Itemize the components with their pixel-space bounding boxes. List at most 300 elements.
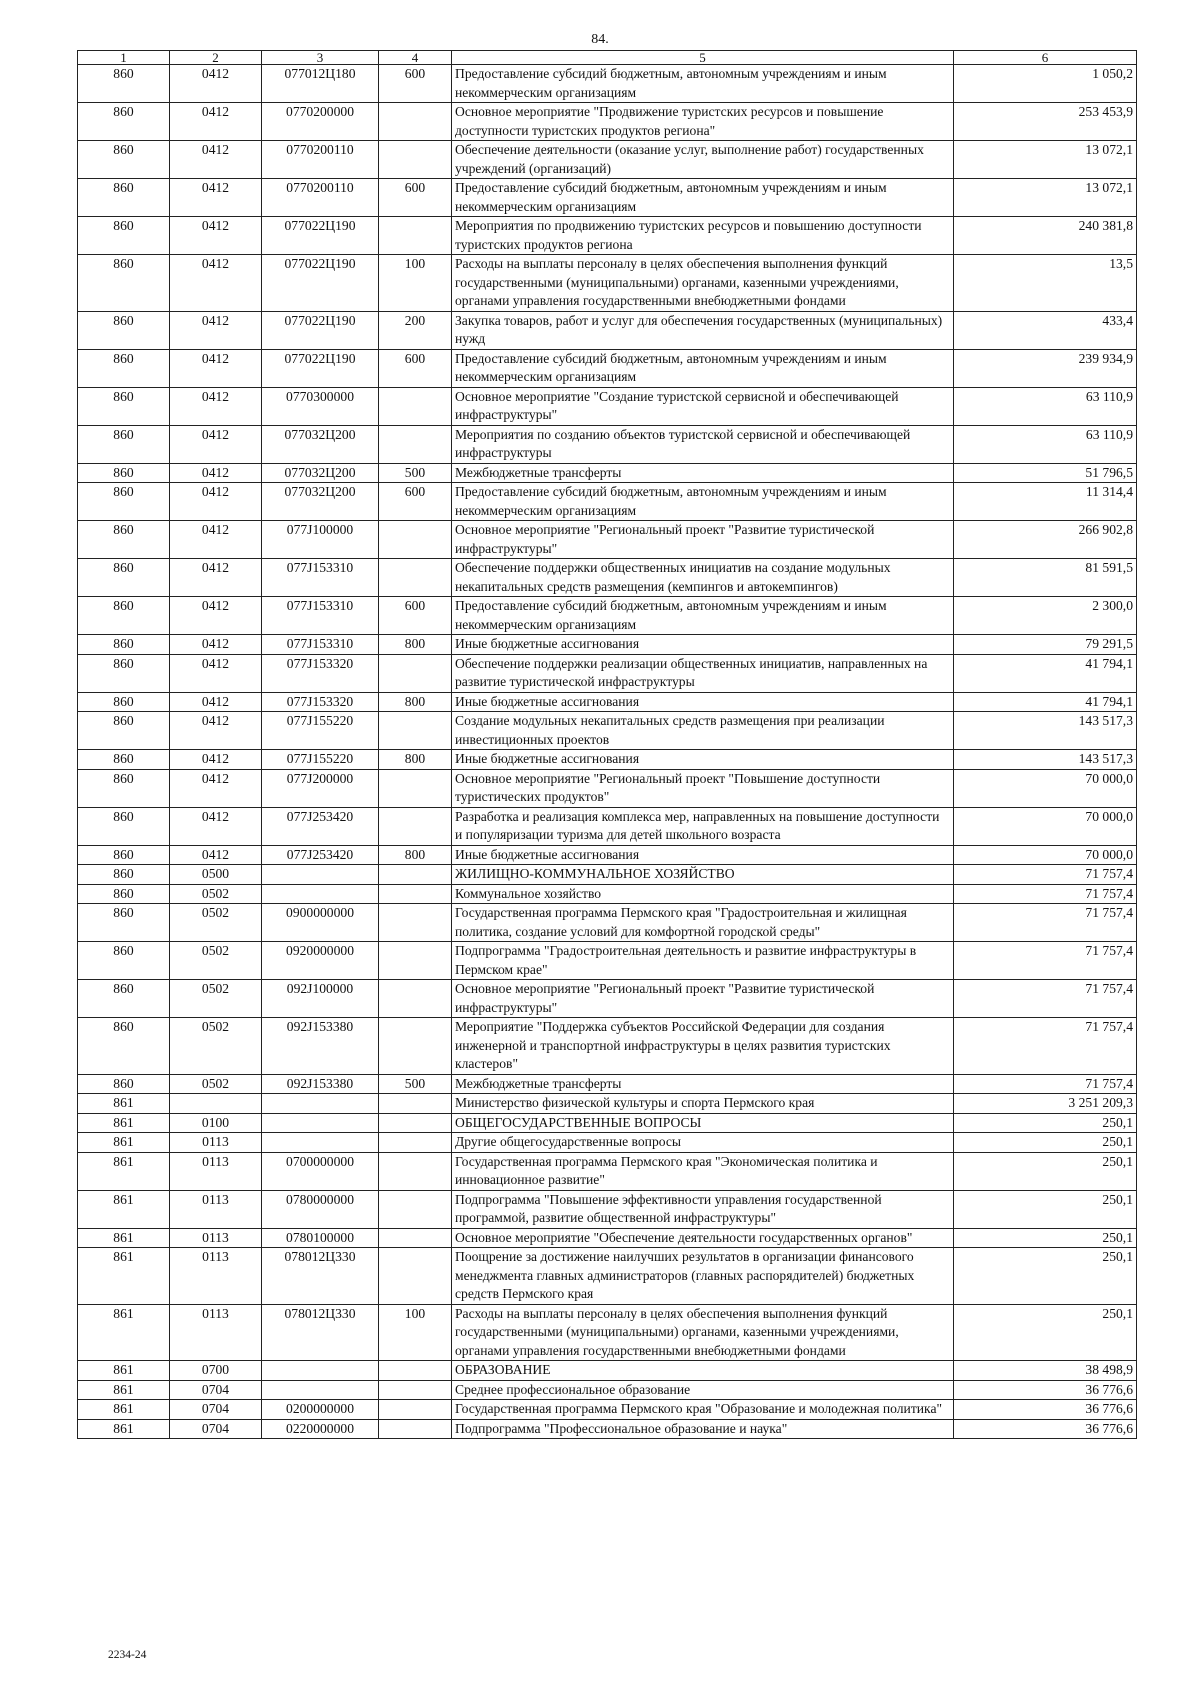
admin-code-cell: 860 — [78, 1018, 170, 1075]
expense-type-cell — [379, 387, 452, 425]
admin-code-cell: 860 — [78, 884, 170, 904]
table-row — [78, 769, 1137, 807]
admin-code-cell: 861 — [78, 1361, 170, 1381]
target-article-cell: 077J253420 — [262, 845, 379, 865]
table-row — [78, 1094, 1137, 1114]
description-cell: ЖИЛИЩНО-КОММУНАЛЬНОЕ ХОЗЯЙСТВО — [452, 865, 954, 885]
section-code-cell: 0500 — [170, 865, 262, 885]
amount-cell: 13 072,1 — [954, 179, 1137, 217]
table-row — [78, 483, 1137, 521]
table-row — [78, 349, 1137, 387]
expense-type-cell — [379, 654, 452, 692]
amount-cell: 240 381,8 — [954, 217, 1137, 255]
amount-cell: 433,4 — [954, 311, 1137, 349]
table-row — [78, 463, 1137, 483]
description-cell: Основное мероприятие "Создание туристской сервисной и обеспечивающей инфраструктуры" — [452, 387, 954, 425]
target-article-cell: 077012Ц180 — [262, 65, 379, 103]
expense-type-cell — [379, 1419, 452, 1439]
expense-type-cell — [379, 980, 452, 1018]
table-row — [78, 1248, 1137, 1305]
footer-code: 2234-24 — [108, 1649, 147, 1661]
target-article-cell: 0780100000 — [262, 1228, 379, 1248]
table-row — [78, 654, 1137, 692]
admin-code-cell: 860 — [78, 255, 170, 312]
admin-code-cell: 860 — [78, 750, 170, 770]
description-cell: Иные бюджетные ассигнования — [452, 635, 954, 655]
amount-cell: 239 934,9 — [954, 349, 1137, 387]
section-code-cell: 0700 — [170, 1361, 262, 1381]
table-row — [78, 559, 1137, 597]
amount-cell: 36 776,6 — [954, 1400, 1137, 1420]
amount-cell: 71 757,4 — [954, 1018, 1137, 1075]
target-article-cell — [262, 1133, 379, 1153]
table-row — [78, 255, 1137, 312]
description-cell: Среднее профессиональное образование — [452, 1380, 954, 1400]
amount-cell: 11 314,4 — [954, 483, 1137, 521]
description-cell: Основное мероприятие "Продвижение туристских ресурсов и повышение доступности туристских продуктов региона" — [452, 103, 954, 141]
section-code-cell: 0412 — [170, 179, 262, 217]
section-code-cell: 0412 — [170, 692, 262, 712]
expense-type-cell: 600 — [379, 483, 452, 521]
description-cell: Подпрограмма "Градостроительная деятельность и развитие инфраструктуры в Пермском крае" — [452, 942, 954, 980]
table-row — [78, 845, 1137, 865]
admin-code-cell: 860 — [78, 712, 170, 750]
table-body — [78, 65, 1137, 1439]
section-code-cell: 0412 — [170, 483, 262, 521]
section-code-cell: 0113 — [170, 1228, 262, 1248]
target-article-cell: 077J155220 — [262, 712, 379, 750]
expense-type-cell: 500 — [379, 1074, 452, 1094]
target-article-cell: 077032Ц200 — [262, 483, 379, 521]
expense-type-cell — [379, 904, 452, 942]
target-article-cell: 0700000000 — [262, 1152, 379, 1190]
expense-type-cell: 600 — [379, 597, 452, 635]
section-code-cell: 0704 — [170, 1380, 262, 1400]
description-cell: Государственная программа Пермского края "Экономическая политика и инновационное развитие" — [452, 1152, 954, 1190]
target-article-cell: 0200000000 — [262, 1400, 379, 1420]
target-article-cell: 078012Ц330 — [262, 1304, 379, 1361]
table-row — [78, 692, 1137, 712]
admin-code-cell: 860 — [78, 311, 170, 349]
admin-code-cell: 860 — [78, 807, 170, 845]
section-code-cell: 0412 — [170, 712, 262, 750]
amount-cell: 71 757,4 — [954, 884, 1137, 904]
amount-cell: 38 498,9 — [954, 1361, 1137, 1381]
header-col-5: 5 — [452, 51, 954, 65]
table-row — [78, 1152, 1137, 1190]
expense-type-cell — [379, 865, 452, 885]
expense-type-cell — [379, 521, 452, 559]
amount-cell: 81 591,5 — [954, 559, 1137, 597]
amount-cell: 250,1 — [954, 1152, 1137, 1190]
admin-code-cell: 861 — [78, 1133, 170, 1153]
section-code-cell: 0502 — [170, 884, 262, 904]
target-article-cell: 078012Ц330 — [262, 1248, 379, 1305]
expense-type-cell — [379, 1380, 452, 1400]
admin-code-cell: 860 — [78, 463, 170, 483]
header-col-1: 1 — [78, 51, 170, 65]
table-row — [78, 425, 1137, 463]
target-article-cell: 0920000000 — [262, 942, 379, 980]
target-article-cell: 0770200000 — [262, 103, 379, 141]
description-cell: Предоставление субсидий бюджетным, автономным учреждениям и иным некоммерческим организациям — [452, 597, 954, 635]
description-cell: Основное мероприятие "Региональный проект "Развитие туристической инфраструктуры" — [452, 980, 954, 1018]
section-code-cell: 0412 — [170, 750, 262, 770]
amount-cell: 253 453,9 — [954, 103, 1137, 141]
amount-cell: 71 757,4 — [954, 904, 1137, 942]
section-code-cell: 0502 — [170, 980, 262, 1018]
admin-code-cell: 861 — [78, 1380, 170, 1400]
expense-type-cell — [379, 1400, 452, 1420]
admin-code-cell: 860 — [78, 65, 170, 103]
admin-code-cell: 861 — [78, 1419, 170, 1439]
admin-code-cell: 861 — [78, 1190, 170, 1228]
amount-cell: 36 776,6 — [954, 1380, 1137, 1400]
admin-code-cell: 860 — [78, 654, 170, 692]
target-article-cell — [262, 884, 379, 904]
table-row — [78, 179, 1137, 217]
section-code-cell: 0412 — [170, 635, 262, 655]
expense-type-cell — [379, 769, 452, 807]
section-code-cell: 0502 — [170, 942, 262, 980]
target-article-cell: 077032Ц200 — [262, 463, 379, 483]
amount-cell: 13,5 — [954, 255, 1137, 312]
expense-type-cell — [379, 103, 452, 141]
amount-cell: 70 000,0 — [954, 769, 1137, 807]
description-cell: Подпрограмма "Повышение эффективности управления государственной программой, развитие общественной инфраструктуры" — [452, 1190, 954, 1228]
target-article-cell: 092J153380 — [262, 1018, 379, 1075]
description-cell: Предоставление субсидий бюджетным, автономным учреждениям и иным некоммерческим организациям — [452, 483, 954, 521]
target-article-cell: 077022Ц190 — [262, 311, 379, 349]
table-row — [78, 750, 1137, 770]
page-number: 84. — [591, 32, 609, 47]
description-cell: Иные бюджетные ассигнования — [452, 692, 954, 712]
admin-code-cell: 861 — [78, 1248, 170, 1305]
table-row — [78, 1018, 1137, 1075]
table-row — [78, 635, 1137, 655]
table-row — [78, 1380, 1137, 1400]
admin-code-cell: 860 — [78, 980, 170, 1018]
description-cell: Предоставление субсидий бюджетным, автономным учреждениям и иным некоммерческим организациям — [452, 179, 954, 217]
table-row — [78, 103, 1137, 141]
admin-code-cell: 860 — [78, 1074, 170, 1094]
table-row — [78, 141, 1137, 179]
admin-code-cell: 860 — [78, 559, 170, 597]
expense-type-cell — [379, 1190, 452, 1228]
amount-cell: 250,1 — [954, 1113, 1137, 1133]
header-row — [78, 51, 1137, 65]
table-row — [78, 1400, 1137, 1420]
expense-type-cell — [379, 425, 452, 463]
description-cell: Основное мероприятие "Обеспечение деятельности государственных органов" — [452, 1228, 954, 1248]
expense-type-cell — [379, 942, 452, 980]
expense-type-cell — [379, 1361, 452, 1381]
section-code-cell: 0412 — [170, 463, 262, 483]
amount-cell: 41 794,1 — [954, 692, 1137, 712]
expense-type-cell — [379, 141, 452, 179]
target-article-cell: 077J253420 — [262, 807, 379, 845]
description-cell: Поощрение за достижение наилучших результатов в организации финансового менеджмента главных администраторов (главных распорядителей) бюджетных средств Пермского края — [452, 1248, 954, 1305]
description-cell: ОБЩЕГОСУДАРСТВЕННЫЕ ВОПРОСЫ — [452, 1113, 954, 1133]
table-row — [78, 865, 1137, 885]
target-article-cell: 092J153380 — [262, 1074, 379, 1094]
admin-code-cell: 860 — [78, 865, 170, 885]
expense-type-cell: 200 — [379, 311, 452, 349]
section-code-cell: 0113 — [170, 1304, 262, 1361]
section-code-cell: 0412 — [170, 425, 262, 463]
description-cell: Расходы на выплаты персоналу в целях обеспечения выполнения функций государственными (муниципальными) органами, казенными учреждениями, органами управления государственными внебюджетными фондами — [452, 1304, 954, 1361]
description-cell: Иные бюджетные ассигнования — [452, 845, 954, 865]
amount-cell: 71 757,4 — [954, 1074, 1137, 1094]
description-cell: Создание модульных некапитальных средств размещения при реализации инвестиционных проектов — [452, 712, 954, 750]
section-code-cell: 0412 — [170, 597, 262, 635]
description-cell: Мероприятия по продвижению туристских ресурсов и повышению доступности туристских продуктов региона — [452, 217, 954, 255]
table-row — [78, 1228, 1137, 1248]
section-code-cell: 0412 — [170, 387, 262, 425]
table-header — [78, 51, 1137, 65]
amount-cell: 79 291,5 — [954, 635, 1137, 655]
section-code-cell: 0412 — [170, 311, 262, 349]
amount-cell: 2 300,0 — [954, 597, 1137, 635]
description-cell: Мероприятия по созданию объектов туристской сервисной и обеспечивающей инфраструктуры — [452, 425, 954, 463]
description-cell: Межбюджетные трансферты — [452, 1074, 954, 1094]
expense-type-cell: 800 — [379, 750, 452, 770]
section-code-cell: 0412 — [170, 654, 262, 692]
admin-code-cell: 861 — [78, 1228, 170, 1248]
section-code-cell: 0704 — [170, 1419, 262, 1439]
target-article-cell — [262, 865, 379, 885]
description-cell: Межбюджетные трансферты — [452, 463, 954, 483]
amount-cell: 71 757,4 — [954, 980, 1137, 1018]
section-code-cell: 0412 — [170, 141, 262, 179]
expense-type-cell: 600 — [379, 179, 452, 217]
section-code-cell: 0113 — [170, 1152, 262, 1190]
table-row — [78, 884, 1137, 904]
expense-type-cell — [379, 1018, 452, 1075]
section-code-cell: 0704 — [170, 1400, 262, 1420]
description-cell: Обеспечение деятельности (оказание услуг, выполнение работ) государственных учреждений (организаций) — [452, 141, 954, 179]
expense-type-cell — [379, 1094, 452, 1114]
target-article-cell: 0770200110 — [262, 179, 379, 217]
target-article-cell: 0770200110 — [262, 141, 379, 179]
target-article-cell — [262, 1113, 379, 1133]
target-article-cell: 0900000000 — [262, 904, 379, 942]
table-row — [78, 904, 1137, 942]
amount-cell: 250,1 — [954, 1228, 1137, 1248]
table-row — [78, 65, 1137, 103]
amount-cell: 70 000,0 — [954, 845, 1137, 865]
section-code-cell: 0100 — [170, 1113, 262, 1133]
target-article-cell — [262, 1380, 379, 1400]
admin-code-cell: 860 — [78, 845, 170, 865]
description-cell: Иные бюджетные ассигнования — [452, 750, 954, 770]
admin-code-cell: 860 — [78, 521, 170, 559]
table-row — [78, 597, 1137, 635]
admin-code-cell: 861 — [78, 1152, 170, 1190]
admin-code-cell: 860 — [78, 942, 170, 980]
description-cell: Разработка и реализация комплекса мер, направленных на повышение доступности и популяризации туризма для детей школьного возраста — [452, 807, 954, 845]
expense-type-cell: 500 — [379, 463, 452, 483]
admin-code-cell: 860 — [78, 217, 170, 255]
admin-code-cell: 860 — [78, 103, 170, 141]
target-article-cell: 077J153310 — [262, 597, 379, 635]
description-cell: Обеспечение поддержки общественных инициатив на создание модульных некапитальных средств размещения (кемпингов и автокемпингов) — [452, 559, 954, 597]
table-row — [78, 1113, 1137, 1133]
expense-type-cell: 600 — [379, 65, 452, 103]
target-article-cell: 077J153320 — [262, 692, 379, 712]
admin-code-cell: 860 — [78, 597, 170, 635]
header-col-4: 4 — [379, 51, 452, 65]
admin-code-cell: 860 — [78, 904, 170, 942]
table-row — [78, 1419, 1137, 1439]
section-code-cell: 0412 — [170, 103, 262, 141]
expense-type-cell: 100 — [379, 1304, 452, 1361]
amount-cell: 70 000,0 — [954, 807, 1137, 845]
table-row — [78, 311, 1137, 349]
amount-cell: 250,1 — [954, 1133, 1137, 1153]
amount-cell: 1 050,2 — [954, 65, 1137, 103]
target-article-cell — [262, 1361, 379, 1381]
amount-cell: 3 251 209,3 — [954, 1094, 1137, 1114]
expense-type-cell — [379, 1113, 452, 1133]
amount-cell: 250,1 — [954, 1190, 1137, 1228]
amount-cell: 143 517,3 — [954, 712, 1137, 750]
expense-type-cell: 800 — [379, 635, 452, 655]
section-code-cell — [170, 1094, 262, 1114]
expense-type-cell — [379, 712, 452, 750]
amount-cell: 250,1 — [954, 1304, 1137, 1361]
header-col-6: 6 — [954, 51, 1137, 65]
description-cell: Предоставление субсидий бюджетным, автономным учреждениям и иным некоммерческим организациям — [452, 349, 954, 387]
description-cell: Коммунальное хозяйство — [452, 884, 954, 904]
admin-code-cell: 861 — [78, 1304, 170, 1361]
table-row — [78, 942, 1137, 980]
expense-type-cell: 800 — [379, 845, 452, 865]
target-article-cell: 077J153310 — [262, 559, 379, 597]
admin-code-cell: 860 — [78, 483, 170, 521]
description-cell: Обеспечение поддержки реализации общественных инициатив, направленных на развитие туристической инфраструктуры — [452, 654, 954, 692]
admin-code-cell: 860 — [78, 692, 170, 712]
target-article-cell: 077022Ц190 — [262, 255, 379, 312]
description-cell: Предоставление субсидий бюджетным, автономным учреждениям и иным некоммерческим организациям — [452, 65, 954, 103]
table-row — [78, 217, 1137, 255]
description-cell: Государственная программа Пермского края "Образование и молодежная политика" — [452, 1400, 954, 1420]
description-cell: Основное мероприятие "Региональный проект "Развитие туристической инфраструктуры" — [452, 521, 954, 559]
expense-type-cell — [379, 1248, 452, 1305]
description-cell: Министерство физической культуры и спорта Пермского края — [452, 1094, 954, 1114]
target-article-cell: 077J200000 — [262, 769, 379, 807]
expense-type-cell: 800 — [379, 692, 452, 712]
section-code-cell: 0412 — [170, 521, 262, 559]
section-code-cell: 0412 — [170, 65, 262, 103]
section-code-cell: 0502 — [170, 1018, 262, 1075]
amount-cell: 71 757,4 — [954, 865, 1137, 885]
description-cell: Подпрограмма "Профессиональное образование и наука" — [452, 1419, 954, 1439]
expense-type-cell — [379, 1228, 452, 1248]
target-article-cell: 077J153320 — [262, 654, 379, 692]
target-article-cell: 0780000000 — [262, 1190, 379, 1228]
admin-code-cell: 861 — [78, 1400, 170, 1420]
admin-code-cell: 860 — [78, 425, 170, 463]
target-article-cell: 077J155220 — [262, 750, 379, 770]
target-article-cell: 077032Ц200 — [262, 425, 379, 463]
target-article-cell — [262, 1094, 379, 1114]
admin-code-cell: 860 — [78, 387, 170, 425]
section-code-cell: 0113 — [170, 1248, 262, 1305]
description-cell: Мероприятие "Поддержка субъектов Российской Федерации для создания инженерной и транспортной инфраструктуры в целях развития туристских кластеров" — [452, 1018, 954, 1075]
table-row — [78, 1133, 1137, 1153]
target-article-cell: 0220000000 — [262, 1419, 379, 1439]
section-code-cell: 0412 — [170, 769, 262, 807]
expense-type-cell — [379, 559, 452, 597]
section-code-cell: 0412 — [170, 559, 262, 597]
amount-cell: 63 110,9 — [954, 387, 1137, 425]
description-cell: Закупка товаров, работ и услуг для обеспечения государственных (муниципальных) нужд — [452, 311, 954, 349]
section-code-cell: 0113 — [170, 1133, 262, 1153]
section-code-cell: 0113 — [170, 1190, 262, 1228]
admin-code-cell: 861 — [78, 1094, 170, 1114]
section-code-cell: 0502 — [170, 1074, 262, 1094]
header-col-3: 3 — [262, 51, 379, 65]
amount-cell: 71 757,4 — [954, 942, 1137, 980]
table-row — [78, 1304, 1137, 1361]
section-code-cell: 0412 — [170, 807, 262, 845]
table-row — [78, 807, 1137, 845]
target-article-cell: 077022Ц190 — [262, 349, 379, 387]
amount-cell: 13 072,1 — [954, 141, 1137, 179]
section-code-cell: 0412 — [170, 349, 262, 387]
section-code-cell: 0502 — [170, 904, 262, 942]
amount-cell: 63 110,9 — [954, 425, 1137, 463]
target-article-cell: 077022Ц190 — [262, 217, 379, 255]
expense-type-cell — [379, 1152, 452, 1190]
admin-code-cell: 860 — [78, 179, 170, 217]
description-cell: Другие общегосударственные вопросы — [452, 1133, 954, 1153]
description-cell: Основное мероприятие "Региональный проект "Повышение доступности туристических продуктов" — [452, 769, 954, 807]
admin-code-cell: 860 — [78, 769, 170, 807]
description-cell: ОБРАЗОВАНИЕ — [452, 1361, 954, 1381]
target-article-cell: 077J100000 — [262, 521, 379, 559]
expense-type-cell — [379, 807, 452, 845]
target-article-cell: 092J100000 — [262, 980, 379, 1018]
expense-type-cell — [379, 884, 452, 904]
expense-type-cell — [379, 217, 452, 255]
table-row — [78, 980, 1137, 1018]
target-article-cell: 077J153310 — [262, 635, 379, 655]
description-cell: Расходы на выплаты персоналу в целях обеспечения выполнения функций государственными (муниципальными) органами, казенными учреждениями, органами управления государственными внебюджетными фондами — [452, 255, 954, 312]
admin-code-cell: 861 — [78, 1113, 170, 1133]
expense-type-cell: 100 — [379, 255, 452, 312]
table-row — [78, 712, 1137, 750]
admin-code-cell: 860 — [78, 635, 170, 655]
budget-table — [77, 50, 1137, 1439]
amount-cell: 266 902,8 — [954, 521, 1137, 559]
table-row — [78, 1074, 1137, 1094]
table-row — [78, 1361, 1137, 1381]
admin-code-cell: 860 — [78, 141, 170, 179]
table-row — [78, 1190, 1137, 1228]
amount-cell: 250,1 — [954, 1248, 1137, 1305]
amount-cell: 143 517,3 — [954, 750, 1137, 770]
table-row — [78, 387, 1137, 425]
section-code-cell: 0412 — [170, 217, 262, 255]
section-code-cell: 0412 — [170, 845, 262, 865]
admin-code-cell: 860 — [78, 349, 170, 387]
target-article-cell: 0770300000 — [262, 387, 379, 425]
amount-cell: 51 796,5 — [954, 463, 1137, 483]
expense-type-cell: 600 — [379, 349, 452, 387]
amount-cell: 36 776,6 — [954, 1419, 1137, 1439]
